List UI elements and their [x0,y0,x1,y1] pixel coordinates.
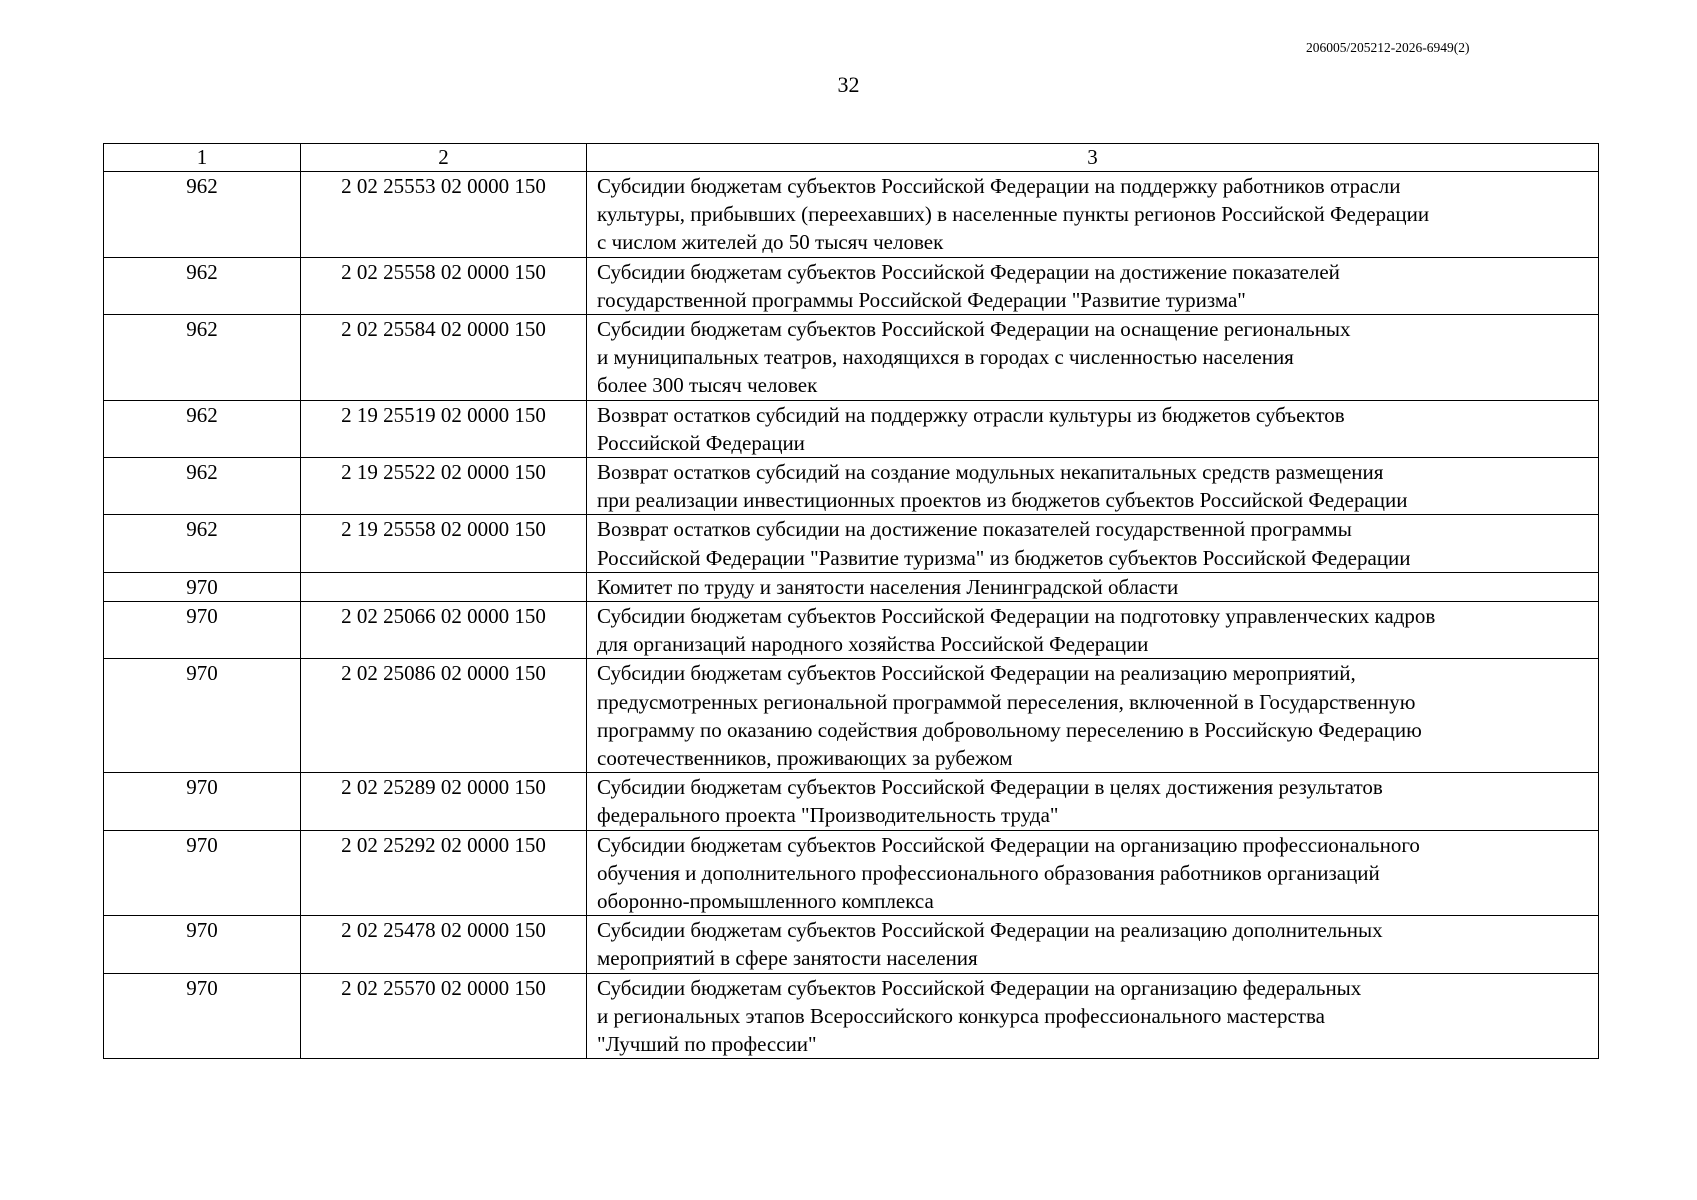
income-name-line: Субсидии бюджетам субъектов Российской Федерации на достижение показателей [597,259,1340,284]
column-header-3: 3 [587,144,1599,172]
table-row [104,602,1599,659]
income-name-cell [587,515,1599,572]
income-name-line: Комитет по труду и занятости населения Ленинградской области [597,574,1179,599]
budget-code-cell: 2 02 25570 02 0000 150 [301,973,587,1059]
income-name-line: с числом жителей до 50 тысяч человек [597,230,944,255]
admin-code-cell: 962 [104,458,301,515]
budget-code-cell: 2 19 25522 02 0000 150 [301,458,587,515]
income-name-cell [587,659,1599,773]
income-name-cell [587,773,1599,830]
budget-classification-table [103,143,1599,1059]
income-name-line: для организаций народного хозяйства Российской Федерации [597,632,1149,657]
budget-code-cell: 2 02 25553 02 0000 150 [301,172,587,258]
table-row [104,830,1599,916]
income-name-line: Субсидии бюджетам субъектов Российской Федерации на оснащение региональных [597,317,1351,342]
income-name-line: Российской Федерации [597,430,805,455]
income-name-line: "Лучший по профессии" [597,1032,817,1057]
income-name-cell [587,602,1599,659]
admin-code-cell: 970 [104,602,301,659]
budget-code-cell: 2 02 25584 02 0000 150 [301,315,587,401]
table-row [104,515,1599,572]
income-name-line: предусмотренных региональной программой переселения, включенной в Государственную [597,689,1416,714]
income-name-cell [587,400,1599,457]
budget-code-cell: 2 02 25289 02 0000 150 [301,773,587,830]
table-row [104,572,1599,601]
budget-code-cell: 2 02 25086 02 0000 150 [301,659,587,773]
income-name-cell [587,315,1599,401]
income-name-line: и муниципальных театров, находящихся в городах с численностью населения [597,345,1294,370]
income-name-line: программу по оказанию содействия добровольному переселению в Российскую Федерацию [597,717,1422,742]
income-name-line: федерального проекта "Производительность труда" [597,803,1059,828]
table-row [104,773,1599,830]
admin-code-cell: 962 [104,257,301,314]
income-name-cell [587,916,1599,973]
table-body [104,172,1599,1059]
budget-code-cell: 2 02 25478 02 0000 150 [301,916,587,973]
admin-code-cell: 962 [104,515,301,572]
income-name-line: Субсидии бюджетам субъектов Российской Федерации на подготовку управленческих кадров [597,604,1436,629]
income-name-line: Субсидии бюджетам субъектов Российской Федерации на поддержку работников отрасли [597,174,1401,198]
admin-code-cell: 970 [104,973,301,1059]
income-name-cell [587,172,1599,258]
table-row [104,257,1599,314]
income-name-line: Субсидии бюджетам субъектов Российской Федерации на реализацию мероприятий, [597,661,1356,686]
budget-code-cell: 2 02 25292 02 0000 150 [301,830,587,916]
table-header [104,144,1599,172]
income-name-line: мероприятий в сфере занятости населения [597,946,978,971]
table-row [104,458,1599,515]
income-name-cell [587,572,1599,601]
budget-code-cell: 2 19 25519 02 0000 150 [301,400,587,457]
income-name-cell [587,830,1599,916]
admin-code-cell: 962 [104,400,301,457]
document-registration-number: 206005/205212-2026-6949(2) [1306,40,1470,55]
page-number: 32 [837,72,860,97]
income-name-line: Субсидии бюджетам субъектов Российской Федерации в целях достижения результатов [597,775,1383,800]
income-name-line: Возврат остатков субсидии на достижение показателей государственной программы [597,517,1352,542]
table-row [104,659,1599,773]
income-name-line: Возврат остатков субсидий на поддержку отрасли культуры из бюджетов субъектов [597,402,1345,427]
admin-code-cell: 970 [104,659,301,773]
column-header-1: 1 [104,144,301,172]
income-name-line: и региональных этапов Всероссийского конкурса профессионального мастерства [597,1003,1325,1028]
budget-code-cell: 2 19 25558 02 0000 150 [301,515,587,572]
budget-code-cell: 2 02 25558 02 0000 150 [301,257,587,314]
income-name-line: обучения и дополнительного профессионального образования работников организаций [597,860,1380,885]
table-row [104,973,1599,1059]
admin-code-cell: 970 [104,773,301,830]
income-name-cell [587,458,1599,515]
income-name-line: более 300 тысяч человек [597,373,818,398]
income-name-line: культуры, прибывших (переехавших) в населенные пункты регионов Российской Федерации [597,202,1430,227]
table-row [104,916,1599,973]
income-name-cell [587,257,1599,314]
table-row [104,315,1599,401]
income-name-line: Российской Федерации "Развитие туризма" из бюджетов субъектов Российской Федерации [597,545,1411,570]
income-name-line: соотечественников, проживающих за рубежом [597,746,1013,771]
income-name-line: оборонно-промышленного комплекса [597,889,934,914]
income-name-line: при реализации инвестиционных проектов из бюджетов субъектов Российской Федерации [597,488,1408,513]
budget-code-cell: 2 02 25066 02 0000 150 [301,602,587,659]
admin-code-cell: 962 [104,315,301,401]
admin-code-cell: 962 [104,172,301,258]
admin-code-cell: 970 [104,916,301,973]
admin-code-cell: 970 [104,830,301,916]
income-name-line: Возврат остатков субсидий на создание модульных некапитальных средств размещения [597,460,1384,485]
admin-code-cell: 970 [104,572,301,601]
income-name-line: Субсидии бюджетам субъектов Российской Федерации на организацию федеральных [597,975,1362,1000]
table-row [104,172,1599,258]
income-name-line: государственной программы Российской Федерации "Развитие туризма" [597,287,1246,312]
table-header-row [104,144,1599,172]
income-name-cell [587,973,1599,1059]
budget-code-cell [301,572,587,601]
column-header-2: 2 [301,144,587,172]
income-name-line: Субсидии бюджетам субъектов Российской Федерации на реализацию дополнительных [597,918,1383,943]
income-name-line: Субсидии бюджетам субъектов Российской Федерации на организацию профессионального [597,832,1420,857]
table-row [104,400,1599,457]
